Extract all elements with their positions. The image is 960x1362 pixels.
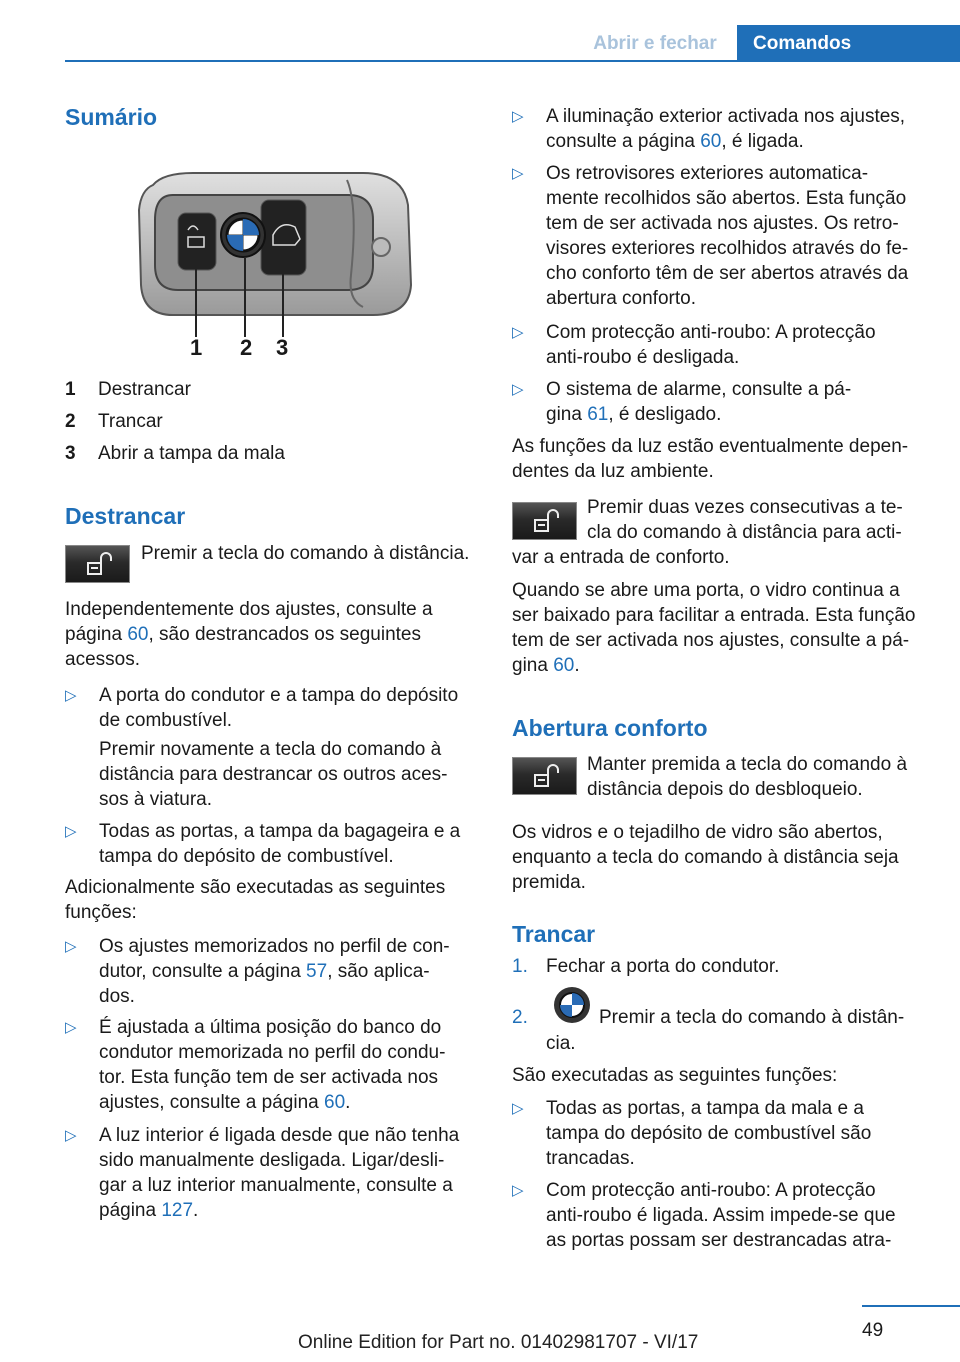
page-link-61[interactable]: 61 — [587, 404, 609, 425]
paragraph-additional: Adicionalmente são executadas as seguintes funções: — [65, 877, 446, 923]
unlock-instruction: Premir a tecla do comando à distância. — [141, 543, 470, 564]
comfort-instruction: Manter premida a tecla do comando à distância depois do desbloqueio. — [587, 754, 908, 800]
page-link-60[interactable]: 60 — [127, 624, 149, 645]
unlock-icon — [512, 502, 577, 540]
legend-number: 3 — [65, 443, 76, 464]
double-press-instruction-cont: var a entrada de conforto. — [512, 547, 730, 568]
edition-footer: Online Edition for Part no. 01402981707 - VI/17 — [298, 1332, 699, 1353]
page-number: 49 — [862, 1320, 884, 1341]
unlock-icon — [512, 757, 577, 795]
heading-trancar: Trancar — [512, 921, 596, 947]
footer-rule — [862, 1305, 960, 1307]
paragraph-window: Quando se abre uma porta, o vidro continua a ser baixado para facilitar a entrada. Esta função tem de ser activada nos ajustes, consulte a pá- gina 60. — [512, 580, 916, 676]
triangle-right-icon: ▷ — [512, 1100, 524, 1117]
bmw-logo-icon — [547, 985, 597, 1032]
step-text: Fechar a porta do condutor. — [546, 956, 780, 977]
step-text: Premir a tecla do comando à distân- — [599, 1007, 905, 1028]
triangle-right-icon: ▷ — [512, 324, 524, 341]
legend-number: 2 — [65, 411, 76, 432]
triangle-right-icon: ▷ — [65, 1127, 77, 1144]
triangle-right-icon: ▷ — [512, 1182, 524, 1199]
triangle-right-icon: ▷ — [512, 381, 524, 398]
triangle-right-icon: ▷ — [512, 165, 524, 182]
triangle-right-icon: ▷ — [65, 687, 77, 704]
list-item-subtext: Premir novamente a tecla do comando à distância para destrancar os outros aces- sos à viatura. — [99, 739, 448, 810]
figure-label-2: 2 — [240, 335, 253, 360]
page-link-60[interactable]: 60 — [700, 131, 722, 152]
triangle-right-icon: ▷ — [65, 1019, 77, 1036]
step-number: 1. — [512, 956, 528, 977]
page-link-60[interactable]: 60 — [553, 655, 575, 676]
triangle-right-icon: ▷ — [512, 108, 524, 125]
unlock-icon — [65, 545, 130, 583]
triangle-right-icon: ▷ — [65, 938, 77, 955]
double-press-instruction: Premir duas vezes consecutivas a te- cla do comando à distância para acti- — [587, 497, 903, 543]
step-number: 2. — [512, 1007, 528, 1028]
paragraph-executed: São executadas as seguintes funções: — [512, 1065, 838, 1086]
page-link-60[interactable]: 60 — [324, 1092, 346, 1113]
figure-label-3: 3 — [276, 335, 289, 360]
paragraph-independent: Independentemente dos ajustes, consulte a página 60, são destrancados os seguintes acessos. — [65, 599, 433, 670]
tab-comandos[interactable]: Comandos — [737, 25, 960, 62]
paragraph-light: As funções da luz estão eventualmente depen- dentes da luz ambiente. — [512, 436, 909, 482]
page-link-127[interactable]: 127 — [161, 1200, 194, 1221]
heading-destrancar: Destrancar — [65, 503, 186, 529]
heading-abertura-conforto: Abertura conforto — [512, 715, 708, 741]
triangle-right-icon: ▷ — [65, 823, 77, 840]
legend-number: 1 — [65, 379, 76, 400]
legend-text: Trancar — [98, 411, 163, 432]
step-text-cont: cia. — [546, 1033, 576, 1054]
legend-text: Destrancar — [98, 379, 191, 400]
figure-label-1: 1 — [190, 335, 203, 360]
heading-summary: Sumário — [65, 104, 158, 130]
legend-text: Abrir a tampa da mala — [98, 443, 285, 464]
key-fob-illustration — [133, 165, 418, 360]
paragraph-comfort: Os vidros e o tejadilho de vidro são abertos, enquanto a tecla do comando à distância seja premida. — [512, 822, 899, 893]
page-link-57[interactable]: 57 — [306, 961, 328, 982]
header-rule — [65, 60, 960, 62]
tab-abrir-e-fechar[interactable]: Abrir e fechar — [593, 33, 717, 54]
